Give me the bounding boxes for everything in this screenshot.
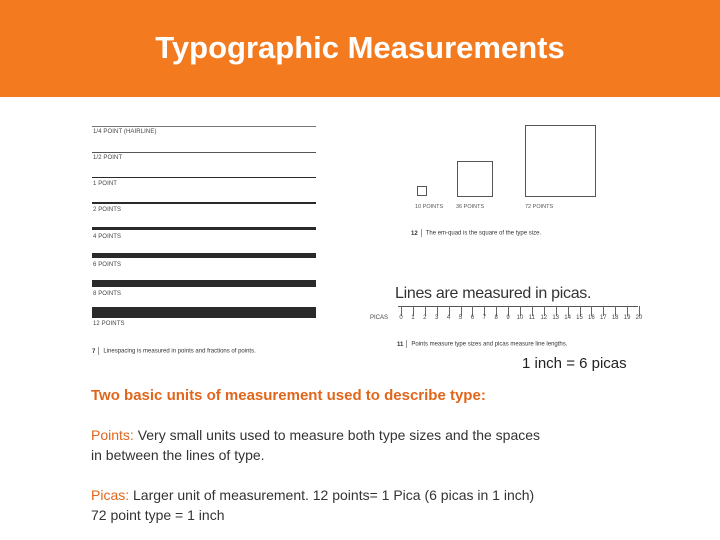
ruler-tick-label: 0 — [399, 315, 403, 321]
points-text-line1: Very small units used to measure both type sizes and the spaces — [137, 427, 541, 443]
ruler-tick-label: 8 — [494, 315, 498, 321]
ruler-baseline — [398, 306, 638, 307]
inch-note: 1 inch = 6 picas — [522, 355, 627, 372]
caption-text: Points measure type sizes and picas measure line lengths. — [411, 341, 568, 348]
ruler-tick-label: 3 — [435, 315, 439, 321]
line-weight-label: 8 POINTS — [93, 291, 122, 297]
em-quad-36pt — [457, 161, 493, 197]
caption-divider — [98, 347, 99, 355]
ruler-tick-label: 18 — [611, 315, 619, 321]
em-quad-caption — [411, 229, 651, 237]
picas-term: Picas: — [91, 487, 130, 503]
picas-ruler-figure — [370, 285, 650, 355]
em-quad-72pt — [525, 125, 596, 197]
ruler-tick-label: 19 — [623, 315, 631, 321]
line-weight-label: 2 POINTS — [93, 207, 122, 213]
line-weight-sample — [92, 307, 316, 318]
line-weight-sample — [92, 202, 316, 204]
linespacing-figure — [90, 120, 320, 365]
line-weight-sample — [92, 177, 316, 178]
line-weight-label: 1/4 POINT (HAIRLINE) — [93, 129, 157, 135]
ruler-tick-label: 6 — [470, 315, 475, 321]
ruler-tick-label: 14 — [564, 315, 571, 321]
title-banner — [0, 0, 720, 97]
caption-number: 7 — [92, 348, 96, 355]
picas-text-line1: Larger unit of measurement. 12 points= 1 Pica (6 picas in 1 inch) — [133, 487, 535, 503]
linespacing-caption — [92, 347, 322, 355]
caption-text: Linespacing is measured in points and fractions of points. — [103, 348, 256, 355]
caption-text: The em-quad is the square of the type size. — [425, 230, 542, 237]
line-weight-label: 4 POINTS — [93, 234, 122, 240]
line-weight-sample — [92, 152, 316, 153]
ruler-tick-label: 7 — [482, 315, 486, 321]
ruler-tick-label: 5 — [458, 315, 463, 321]
ruler-tick-label: 13 — [552, 315, 560, 321]
caption-divider — [421, 229, 422, 237]
caption-number: 11 — [397, 341, 404, 348]
ruler-tick-label: 9 — [506, 315, 510, 321]
points-term: Points: — [91, 427, 134, 443]
line-weight-label: 1 POINT — [93, 181, 118, 187]
line-weight-label: 12 POINTS — [93, 321, 125, 327]
line-weight-sample — [92, 280, 316, 287]
ruler-tick-label: 4 — [446, 315, 451, 321]
ruler-tick-label: 1 — [411, 315, 415, 321]
ruler-tick-label: 17 — [599, 315, 607, 321]
em-quad-label: 10 POINTS — [415, 204, 444, 210]
em-quad-figure — [405, 120, 655, 245]
ruler-tick-label: 11 — [528, 315, 535, 321]
ruler-tick-label: 10 — [516, 315, 524, 321]
picas-text-line2: 72 point type = 1 inch — [91, 507, 225, 523]
line-weight-label: 1/2 POINT — [93, 155, 123, 161]
picas-caption — [397, 340, 647, 348]
caption-divider — [406, 340, 407, 348]
line-weight-sample — [92, 253, 316, 258]
em-quad-label: 72 POINTS — [525, 204, 554, 210]
ruler-unit-label: PICAS — [370, 315, 389, 321]
ruler-tick-label: 20 — [635, 315, 643, 321]
ruler-tick-label: 2 — [423, 315, 427, 321]
line-weight-label: 6 POINTS — [93, 262, 122, 268]
em-quad-label: 36 POINTS — [456, 204, 485, 210]
section-subheading: Two basic units of measurement used to describe type: — [91, 387, 486, 404]
ruler-tick-label: 12 — [540, 315, 548, 321]
ruler-tick-label: 15 — [576, 315, 583, 321]
points-text-line2: in between the lines of type. — [91, 447, 265, 463]
picas-definition — [91, 485, 631, 525]
points-definition — [91, 425, 631, 465]
ruler-title: Lines are measured in picas. — [395, 285, 592, 302]
page-title: Typographic Measurements — [155, 30, 565, 65]
line-weight-sample — [92, 126, 316, 127]
ruler-tick-label: 16 — [588, 315, 595, 321]
line-weight-sample — [92, 227, 316, 230]
caption-number: 12 — [411, 230, 418, 237]
em-quad-10pt — [417, 186, 427, 196]
